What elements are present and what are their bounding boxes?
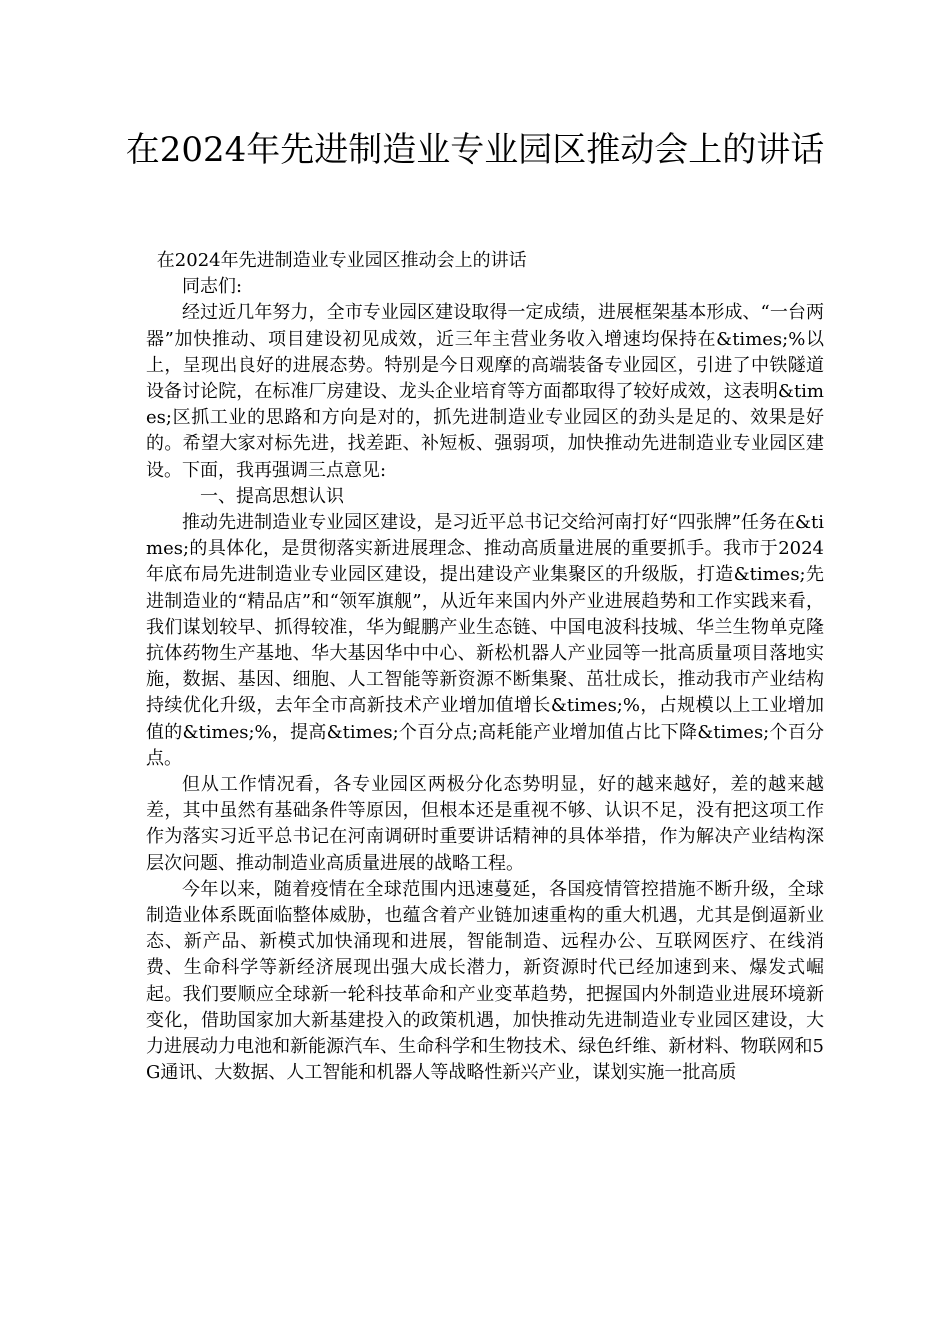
paragraph-section1-c: 今年以来，随着疫情在全球范围内迅速蔓延，各国疫情管控措施不断升级，全球制造业体系既面临整体威胁，也蕴含着产业链加速重构的重大机遇，尤其是倒逼新业态、新产品、新模式加快涌现和进展，智能制造、远程办公、互联网医疗、在线消费、生命科学等新经济展现出强大成长潜力，新资源时代已经加速到来、爆发式崛起。我们要顺应全球新一轮科技革命和产业变革趋势，把握国内外制造业进展环境新变化，借助国家加大新基建投入的政策机遇，加快推动先进制造业专业园区建设，大力进展动力电池和新能源汽车、生命科学和生物技术、绿色纤维、新材料、物联网和5G通讯、大数据、人工智能和机器人等战略性新兴产业，谋划实施一批高质 xyxy=(146,878,824,1084)
document-body xyxy=(146,248,824,1087)
section-heading-1: 一、提高思想认识 xyxy=(200,485,344,507)
document-title: 在2024年先进制造业专业园区推动会上的讲话 xyxy=(125,130,825,170)
document-subtitle: 在2024年先进制造业专业园区推动会上的讲话 xyxy=(156,250,527,271)
paragraph-section1-a: 推动先进制造业专业园区建设，是习近平总书记交给河南打好“四张牌”任务在&times;的具体化，是贯彻落实新进展理念、推动高质量进展的重要抓手。我市于2024年底布局先进制造业专业园区建设，提出建设产业集聚区的升级版，打造&times;先进制造业的“精品店”和“领军旗舰”，从近年来国内外产业进展趋势和工作实践来看，我们谋划较早、抓得较准，华为鲲鹏产业生态链、中国电波科技城、华兰生物单克隆抗体药物生产基地、华大基因华中中心、新松机器人产业园等一批高质量项目落地实施，数据、基因、细胞、人工智能等新资源不断集聚、茁壮成长，推动我市产业结构持续优化升级，去年全市高新技术产业增加值增长&times;%，占规模以上工业增加值的&times;%，提高&times;个百分点;高耗能产业增加值占比下降&times;个百分点。 xyxy=(146,512,824,769)
paragraph-intro: 经过近几年努力，全市专业园区建设取得一定成绩，进展框架基本形成、“一台两器”加快推动、项目建设初见成效，近三年主营业务收入增速均保持在&times;%以上，呈现出良好的进展态势。特别是今日观摩的高端装备专业园区，引进了中铁隧道设备讨论院，在标准厂房建设、龙头企业培育等方面都取得了较好成效，这表明&times;区抓工业的思路和方向是对的，抓先进制造业专业园区的劲头是足的、效果是好的。希望大家对标先进，找差距、补短板、强弱项，加快推动先进制造业专业园区建设。下面，我再强调三点意见: xyxy=(146,302,824,481)
paragraph-section1-b: 但从工作情况看，各专业园区两极分化态势明显，好的越来越好，差的越来越差，其中虽然有基础条件等原因，但根本还是重视不够、认识不足，没有把这项工作作为落实习近平总书记在河南调研时重要讲话精神的具体举措，作为解决产业结构深层次问题、推动制造业高质量进展的战略工程。 xyxy=(146,774,824,874)
salutation: 同志们: xyxy=(182,276,243,298)
